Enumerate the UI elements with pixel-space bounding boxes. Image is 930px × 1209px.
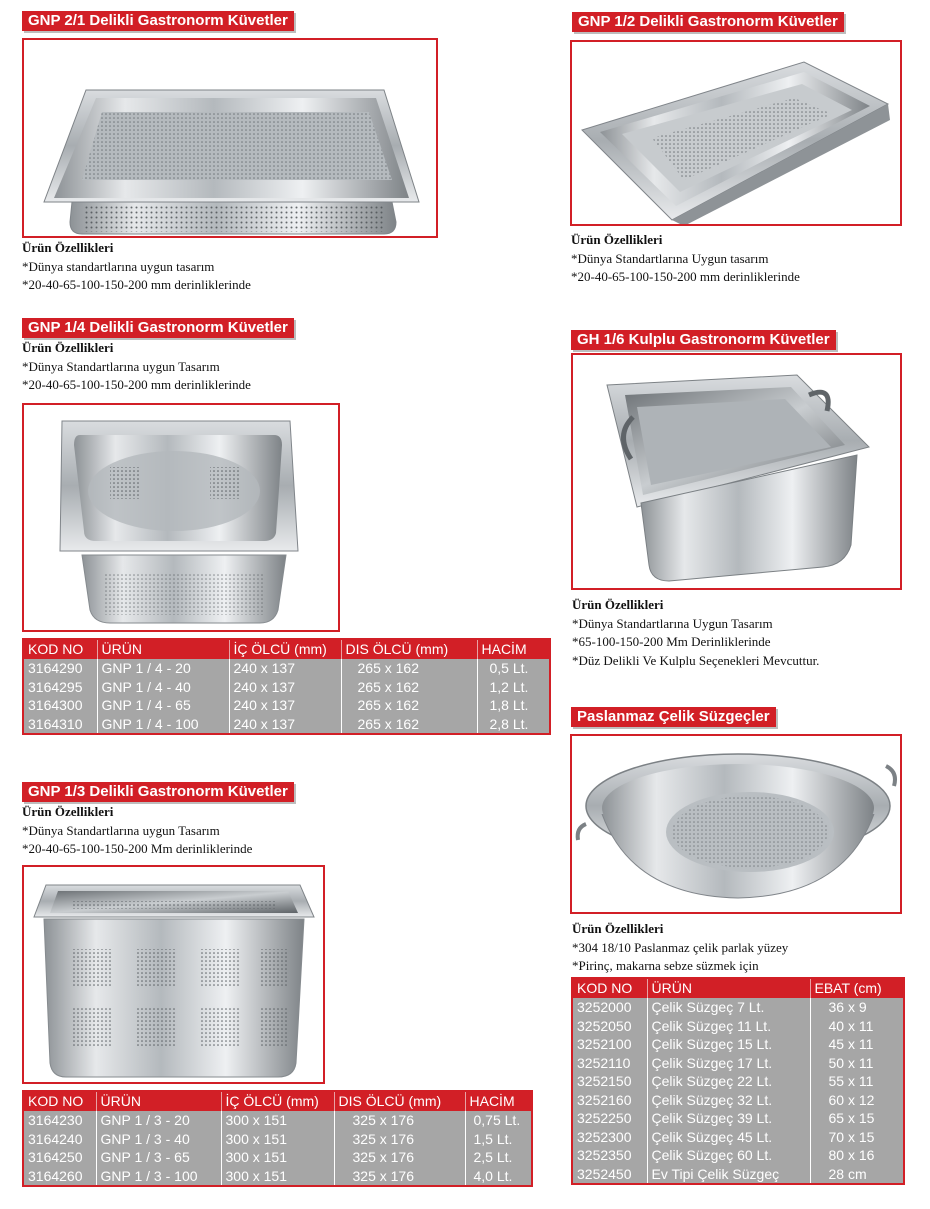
column-header: İÇ ÖLCÜ (mm) — [221, 1091, 334, 1111]
cell-inner-size: 240 x 137 — [229, 715, 341, 735]
table-row — [572, 1035, 904, 1054]
table-row — [23, 1167, 532, 1187]
cell-code: 3164300 — [23, 696, 97, 715]
table-row — [23, 659, 550, 678]
cell-size: 80 x 16 — [828, 1147, 875, 1163]
column-header: KOD NO — [572, 978, 647, 998]
cell-code: 3164240 — [23, 1130, 96, 1149]
cell-size: 70 x 15 — [828, 1128, 875, 1145]
section-title-gnp21: GNP 2/1 Delikli Gastronorm Küvetler — [22, 11, 294, 31]
feature-line: *Dünya standartlarına uygun tasarım — [22, 258, 215, 274]
features-suzgec — [572, 920, 788, 976]
cell-size: 50 x 11 — [828, 1054, 874, 1071]
cell-volume: 1,5 Lt. — [473, 1130, 513, 1147]
feature-line: *20-40-65-100-150-200 mm derinliklerinde — [571, 269, 800, 284]
cell-volume: 1,8 Lt. — [489, 697, 529, 713]
product-image-frame-suzgec — [570, 734, 902, 914]
column-header: DIS ÖLCÜ (mm) — [334, 1091, 465, 1111]
cell-product: GNP 1 / 4 - 100 — [97, 715, 229, 735]
features-heading: Ürün Özellikleri — [571, 232, 663, 247]
product-image-frame-gnp21 — [22, 38, 438, 238]
cell-product: GNP 1 / 3 - 40 — [96, 1130, 221, 1149]
product-image-frame-gnp13 — [22, 865, 325, 1084]
cell-product: GNP 1 / 4 - 65 — [97, 696, 229, 715]
column-header: EBAT (cm) — [810, 978, 904, 998]
cell-size: 36 x 9 — [828, 999, 867, 1015]
cell-code: 3252250 — [572, 1109, 647, 1128]
cell-product: Çelik Süzgeç 39 Lt. — [647, 1109, 810, 1128]
table-row — [572, 1072, 904, 1091]
section-title-suzgec: Paslanmaz Çelik Süzgeçler — [571, 707, 776, 727]
feature-line: *Düz Delikli Ve Kulplu Seçenekleri Mevcuttur. — [572, 652, 820, 668]
features-gnp12 — [571, 231, 800, 287]
cell-size: 60 x 12 — [828, 1091, 875, 1108]
feature-line: *Dünya Standartlarına uygun Tasarım — [22, 822, 220, 838]
column-header: ÜRÜN — [647, 978, 810, 998]
cell-product: Çelik Süzgeç 45 Lt. — [647, 1128, 810, 1147]
product-image-frame-gh16 — [571, 353, 902, 590]
features-gnp13 — [22, 803, 252, 859]
column-header: ÜRÜN — [97, 639, 229, 659]
features-gnp21 — [22, 239, 251, 295]
cell-code: 3252100 — [572, 1035, 647, 1054]
table-row — [572, 1109, 904, 1128]
cell-product: Çelik Süzgeç 22 Lt. — [647, 1072, 810, 1091]
cell-volume: 0,5 Lt. — [489, 660, 529, 676]
cell-code: 3164230 — [23, 1111, 96, 1130]
feature-line: *Pirinç, makarna sebze süzmek için — [572, 958, 759, 973]
table-row — [23, 1148, 532, 1167]
table-header-row — [23, 639, 550, 659]
cell-outer-size: 325 x 176 — [334, 1130, 465, 1149]
section-title-gnp12: GNP 1/2 Delikli Gastronorm Küvetler — [572, 12, 844, 32]
features-heading: Ürün Özellikleri — [22, 340, 114, 355]
table-row — [572, 998, 904, 1017]
column-header: ÜRÜN — [96, 1091, 221, 1111]
cell-volume: 0,75 Lt. — [473, 1112, 521, 1128]
features-heading: Ürün Özellikleri — [22, 240, 114, 255]
cell-code: 3164260 — [23, 1167, 96, 1187]
cell-code: 3164290 — [23, 659, 97, 678]
table-row — [572, 1165, 904, 1185]
cell-inner-size: 300 x 151 — [221, 1111, 334, 1130]
cell-size: 55 x 11 — [828, 1073, 874, 1089]
feature-line: *20-40-65-100-150-200 Mm derinliklerinde — [22, 841, 253, 856]
cell-size: 45 x 11 — [828, 1036, 874, 1052]
section-title-gh16: GH 1/6 Kulplu Gastronorm Küvetler — [571, 330, 836, 350]
cell-inner-size: 300 x 151 — [221, 1167, 334, 1187]
spec-table-gnp13 — [22, 1090, 533, 1187]
table-row — [23, 1130, 532, 1149]
cell-volume: 4,0 Lt. — [473, 1167, 513, 1184]
table-row — [23, 1111, 532, 1130]
pan-gh16-image — [573, 355, 900, 588]
cell-outer-size: 325 x 176 — [334, 1148, 465, 1167]
section-title-gnp13: GNP 1/3 Delikli Gastronorm Küvetler — [22, 782, 294, 802]
cell-code: 3252150 — [572, 1072, 647, 1091]
spec-table-gnp14 — [22, 638, 551, 735]
table-row — [572, 1128, 904, 1147]
cell-code: 3252000 — [572, 998, 647, 1017]
column-header: KOD NO — [23, 639, 97, 659]
cell-outer-size: 265 x 162 — [341, 659, 477, 678]
features-heading: Ürün Özellikleri — [22, 804, 114, 819]
cell-product: Çelik Süzgeç 7 Lt. — [647, 998, 810, 1017]
cell-product: Çelik Süzgeç 11 Lt. — [647, 1017, 810, 1036]
cell-code: 3164250 — [23, 1148, 96, 1167]
cell-outer-size: 265 x 162 — [341, 715, 477, 735]
cell-product: GNP 1 / 3 - 100 — [96, 1167, 221, 1187]
cell-inner-size: 240 x 137 — [229, 678, 341, 697]
cell-size: 65 x 15 — [828, 1110, 875, 1126]
pan-gnp21-image — [24, 40, 436, 236]
cell-outer-size: 325 x 176 — [334, 1111, 465, 1130]
cell-product: Çelik Süzgeç 15 Lt. — [647, 1035, 810, 1054]
table-row — [23, 678, 550, 697]
colander-image — [572, 736, 900, 912]
cell-size: 40 x 11 — [828, 1017, 874, 1034]
cell-inner-size: 300 x 151 — [221, 1130, 334, 1149]
cell-code: 3252160 — [572, 1091, 647, 1110]
features-heading: Ürün Özellikleri — [572, 597, 664, 612]
cell-inner-size: 240 x 137 — [229, 659, 341, 678]
features-gh16 — [572, 596, 819, 670]
pan-gnp13-image — [24, 867, 323, 1082]
feature-line: *20-40-65-100-150-200 mm derinliklerinde — [22, 377, 251, 392]
table-row — [572, 1091, 904, 1110]
section-title-gnp14: GNP 1/4 Delikli Gastronorm Küvetler — [22, 318, 294, 338]
cell-code: 3252450 — [572, 1165, 647, 1185]
cell-inner-size: 300 x 151 — [221, 1148, 334, 1167]
cell-volume: 2,8 Lt. — [489, 715, 529, 732]
cell-product: Ev Tipi Çelik Süzgeç — [647, 1165, 810, 1185]
column-header: İÇ ÖLCÜ (mm) — [229, 639, 341, 659]
feature-line: *Dünya Standartlarına Uygun Tasarım — [572, 615, 773, 631]
table-row — [23, 715, 550, 735]
cell-product: Çelik Süzgeç 17 Lt. — [647, 1054, 810, 1073]
cell-inner-size: 240 x 137 — [229, 696, 341, 715]
cell-volume: 2,5 Lt. — [473, 1149, 513, 1165]
column-header: HACİM — [465, 1091, 532, 1111]
pan-gnp14-image — [24, 405, 338, 630]
feature-line: *Dünya Standartlarına uygun Tasarım — [22, 358, 220, 374]
cell-product: GNP 1 / 4 - 40 — [97, 678, 229, 697]
table-header-row — [23, 1091, 532, 1111]
column-header: DIS ÖLCÜ (mm) — [341, 639, 477, 659]
cell-product: GNP 1 / 3 - 20 — [96, 1111, 221, 1130]
table-row — [572, 1017, 904, 1036]
cell-product: Çelik Süzgeç 60 Lt. — [647, 1146, 810, 1165]
cell-code: 3252300 — [572, 1128, 647, 1147]
table-row — [572, 1146, 904, 1165]
cell-code: 3252350 — [572, 1146, 647, 1165]
feature-line: *304 18/10 Paslanmaz çelik parlak yüzey — [572, 939, 789, 955]
cell-code: 3252110 — [572, 1054, 647, 1073]
product-image-frame-gnp14 — [22, 403, 340, 632]
table-row — [572, 1054, 904, 1073]
column-header: HACİM — [477, 639, 550, 659]
feature-line: *Dünya Standartlarına Uygun tasarım — [571, 250, 769, 266]
spec-table-suzgec — [571, 977, 905, 1185]
pan-gnp12-image — [572, 42, 900, 224]
table-header-row — [572, 978, 904, 998]
column-header: KOD NO — [23, 1091, 96, 1111]
cell-product: GNP 1 / 4 - 20 — [97, 659, 229, 678]
feature-line: *65-100-150-200 Mm Derinliklerinde — [572, 634, 771, 649]
cell-code: 3164295 — [23, 678, 97, 697]
cell-product: GNP 1 / 3 - 65 — [96, 1148, 221, 1167]
cell-outer-size: 265 x 162 — [341, 678, 477, 697]
cell-volume: 1,2 Lt. — [489, 678, 529, 695]
product-image-frame-gnp12 — [570, 40, 902, 226]
cell-outer-size: 265 x 162 — [341, 696, 477, 715]
feature-line: *20-40-65-100-150-200 mm derinliklerinde — [22, 277, 251, 292]
cell-outer-size: 325 x 176 — [334, 1167, 465, 1187]
cell-code: 3252050 — [572, 1017, 647, 1036]
features-gnp14 — [22, 339, 251, 395]
cell-size: 28 cm — [828, 1165, 867, 1182]
features-heading: Ürün Özellikleri — [572, 921, 664, 936]
table-row — [23, 696, 550, 715]
cell-product: Çelik Süzgeç 32 Lt. — [647, 1091, 810, 1110]
cell-code: 3164310 — [23, 715, 97, 735]
